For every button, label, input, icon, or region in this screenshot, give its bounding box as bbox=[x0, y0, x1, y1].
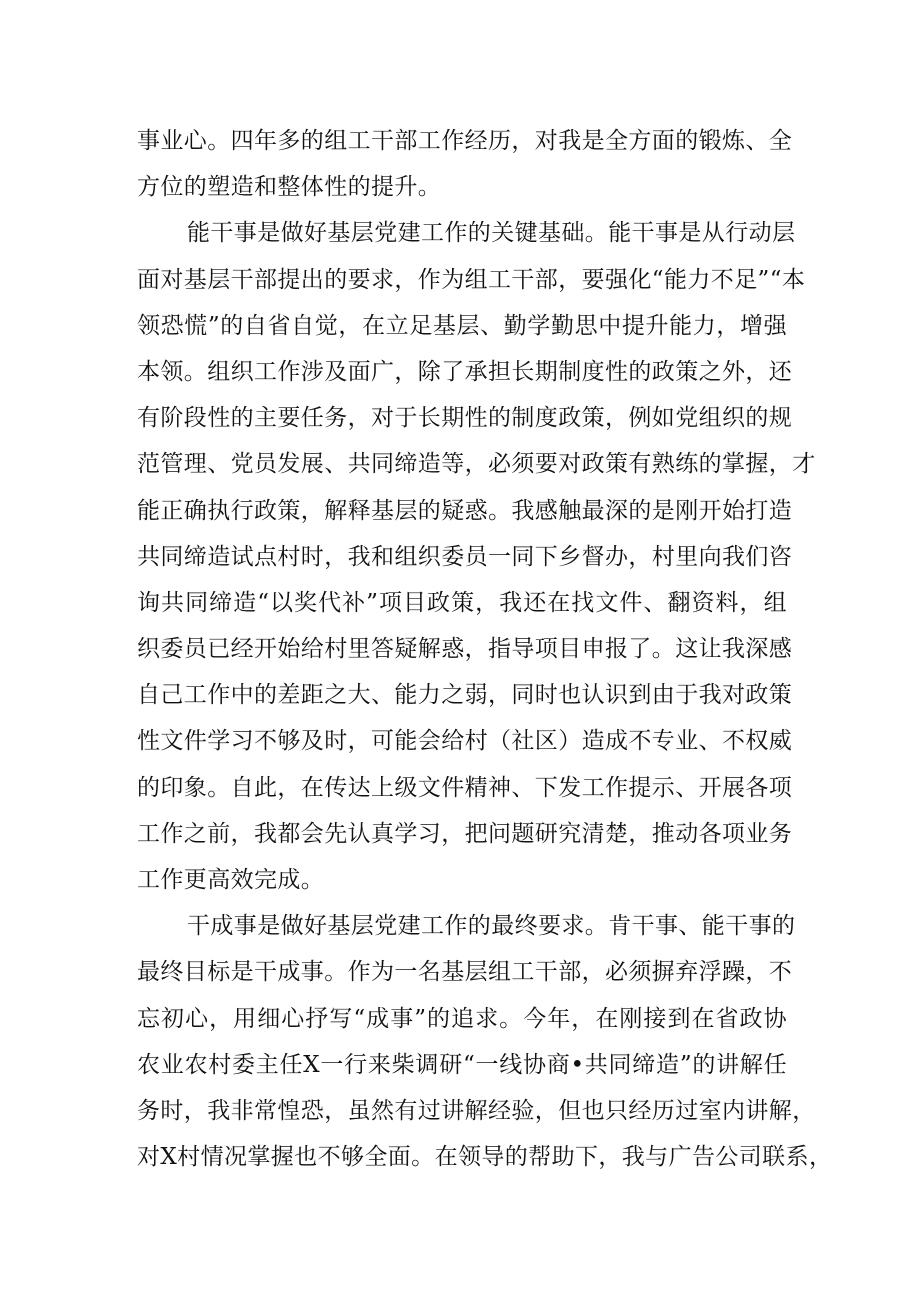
paragraph-3-line: 农业农村委主任X一行来柴调研“一线协商•共同缔造”的讲解任 bbox=[137, 1051, 787, 1078]
paragraph-2-line: 询共同缔造“以奖代补”项目政策，我还在找文件、翻资料，组 bbox=[137, 589, 787, 616]
paragraph-2-line: 工作之前，我都会先认真学习，把问题研究清楚，推动各项业务 bbox=[137, 820, 793, 847]
paragraph-1-line: 事业心。四年多的组工干部工作经历，对我是全方面的锻炼、全 bbox=[137, 128, 793, 154]
paragraph-2-line: 能正确执行政策，解释基层的疑惑。我感触最深的是刚开始打造 bbox=[137, 497, 793, 524]
paragraph-2-line: 织委员已经开始给村里答疑解惑，指导项目申报了。这让我深感 bbox=[137, 636, 793, 663]
paragraph-1-line: 方位的塑造和整体性的提升。 bbox=[137, 174, 442, 201]
paragraph-3-line: 务时，我非常惶恐，虽然有过讲解经验，但也只经历过室内讲解， bbox=[137, 1097, 816, 1124]
paragraph-2-line: 自己工作中的差距之大、能力之弱，同时也认识到由于我对政策 bbox=[137, 682, 793, 709]
paragraph-2-line: 有阶段性的主要任务，对于长期性的制度政策，例如党组织的规 bbox=[137, 405, 793, 432]
paragraph-3-line: 最终目标是干成事。作为一名基层组工干部，必须摒弃浮躁，不 bbox=[137, 959, 793, 986]
paragraph-2-line: 能干事是做好基层党建工作的关键基础。能干事是从行动层 bbox=[187, 220, 796, 247]
paragraph-2-line: 本领。组织工作涉及面广，除了承担长期制度性的政策之外，还 bbox=[137, 358, 793, 385]
paragraph-2-line: 工作更高效完成。 bbox=[137, 867, 325, 893]
paragraph-3-line: 忘初心，用细心抒写“成事”的追求。今年，在刚接到在省政协 bbox=[137, 1005, 787, 1032]
paragraph-2-line: 领恐慌”的自省自觉，在立足基层、勤学勤思中提升能力，增强 bbox=[137, 312, 787, 339]
paragraph-2-line: 面对基层干部提出的要求，作为组工干部，要强化“能力不足”“本 bbox=[137, 266, 806, 293]
paragraph-2-line: 的印象。自此，在传达上级文件精神、下发工作提示、开展各项 bbox=[137, 774, 793, 801]
body-text bbox=[137, 118, 833, 1180]
paragraph-2-line: 性文件学习不够及时，可能会给村（社区）造成不专业、不权威 bbox=[137, 728, 793, 755]
paragraph-3-line: 干成事是做好基层党建工作的最终要求。肯干事、能干事的 bbox=[187, 913, 796, 940]
paragraph-2-line: 共同缔造试点村时，我和组织委员一同下乡督办，村里向我们咨 bbox=[137, 543, 793, 570]
paragraph-2-line: 范管理、党员发展、共同缔造等，必须要对政策有熟练的掌握，才 bbox=[137, 451, 816, 478]
paragraph-3-line: 对X村情况掌握也不够全面。在领导的帮助下，我与广告公司联系， bbox=[137, 1144, 833, 1171]
